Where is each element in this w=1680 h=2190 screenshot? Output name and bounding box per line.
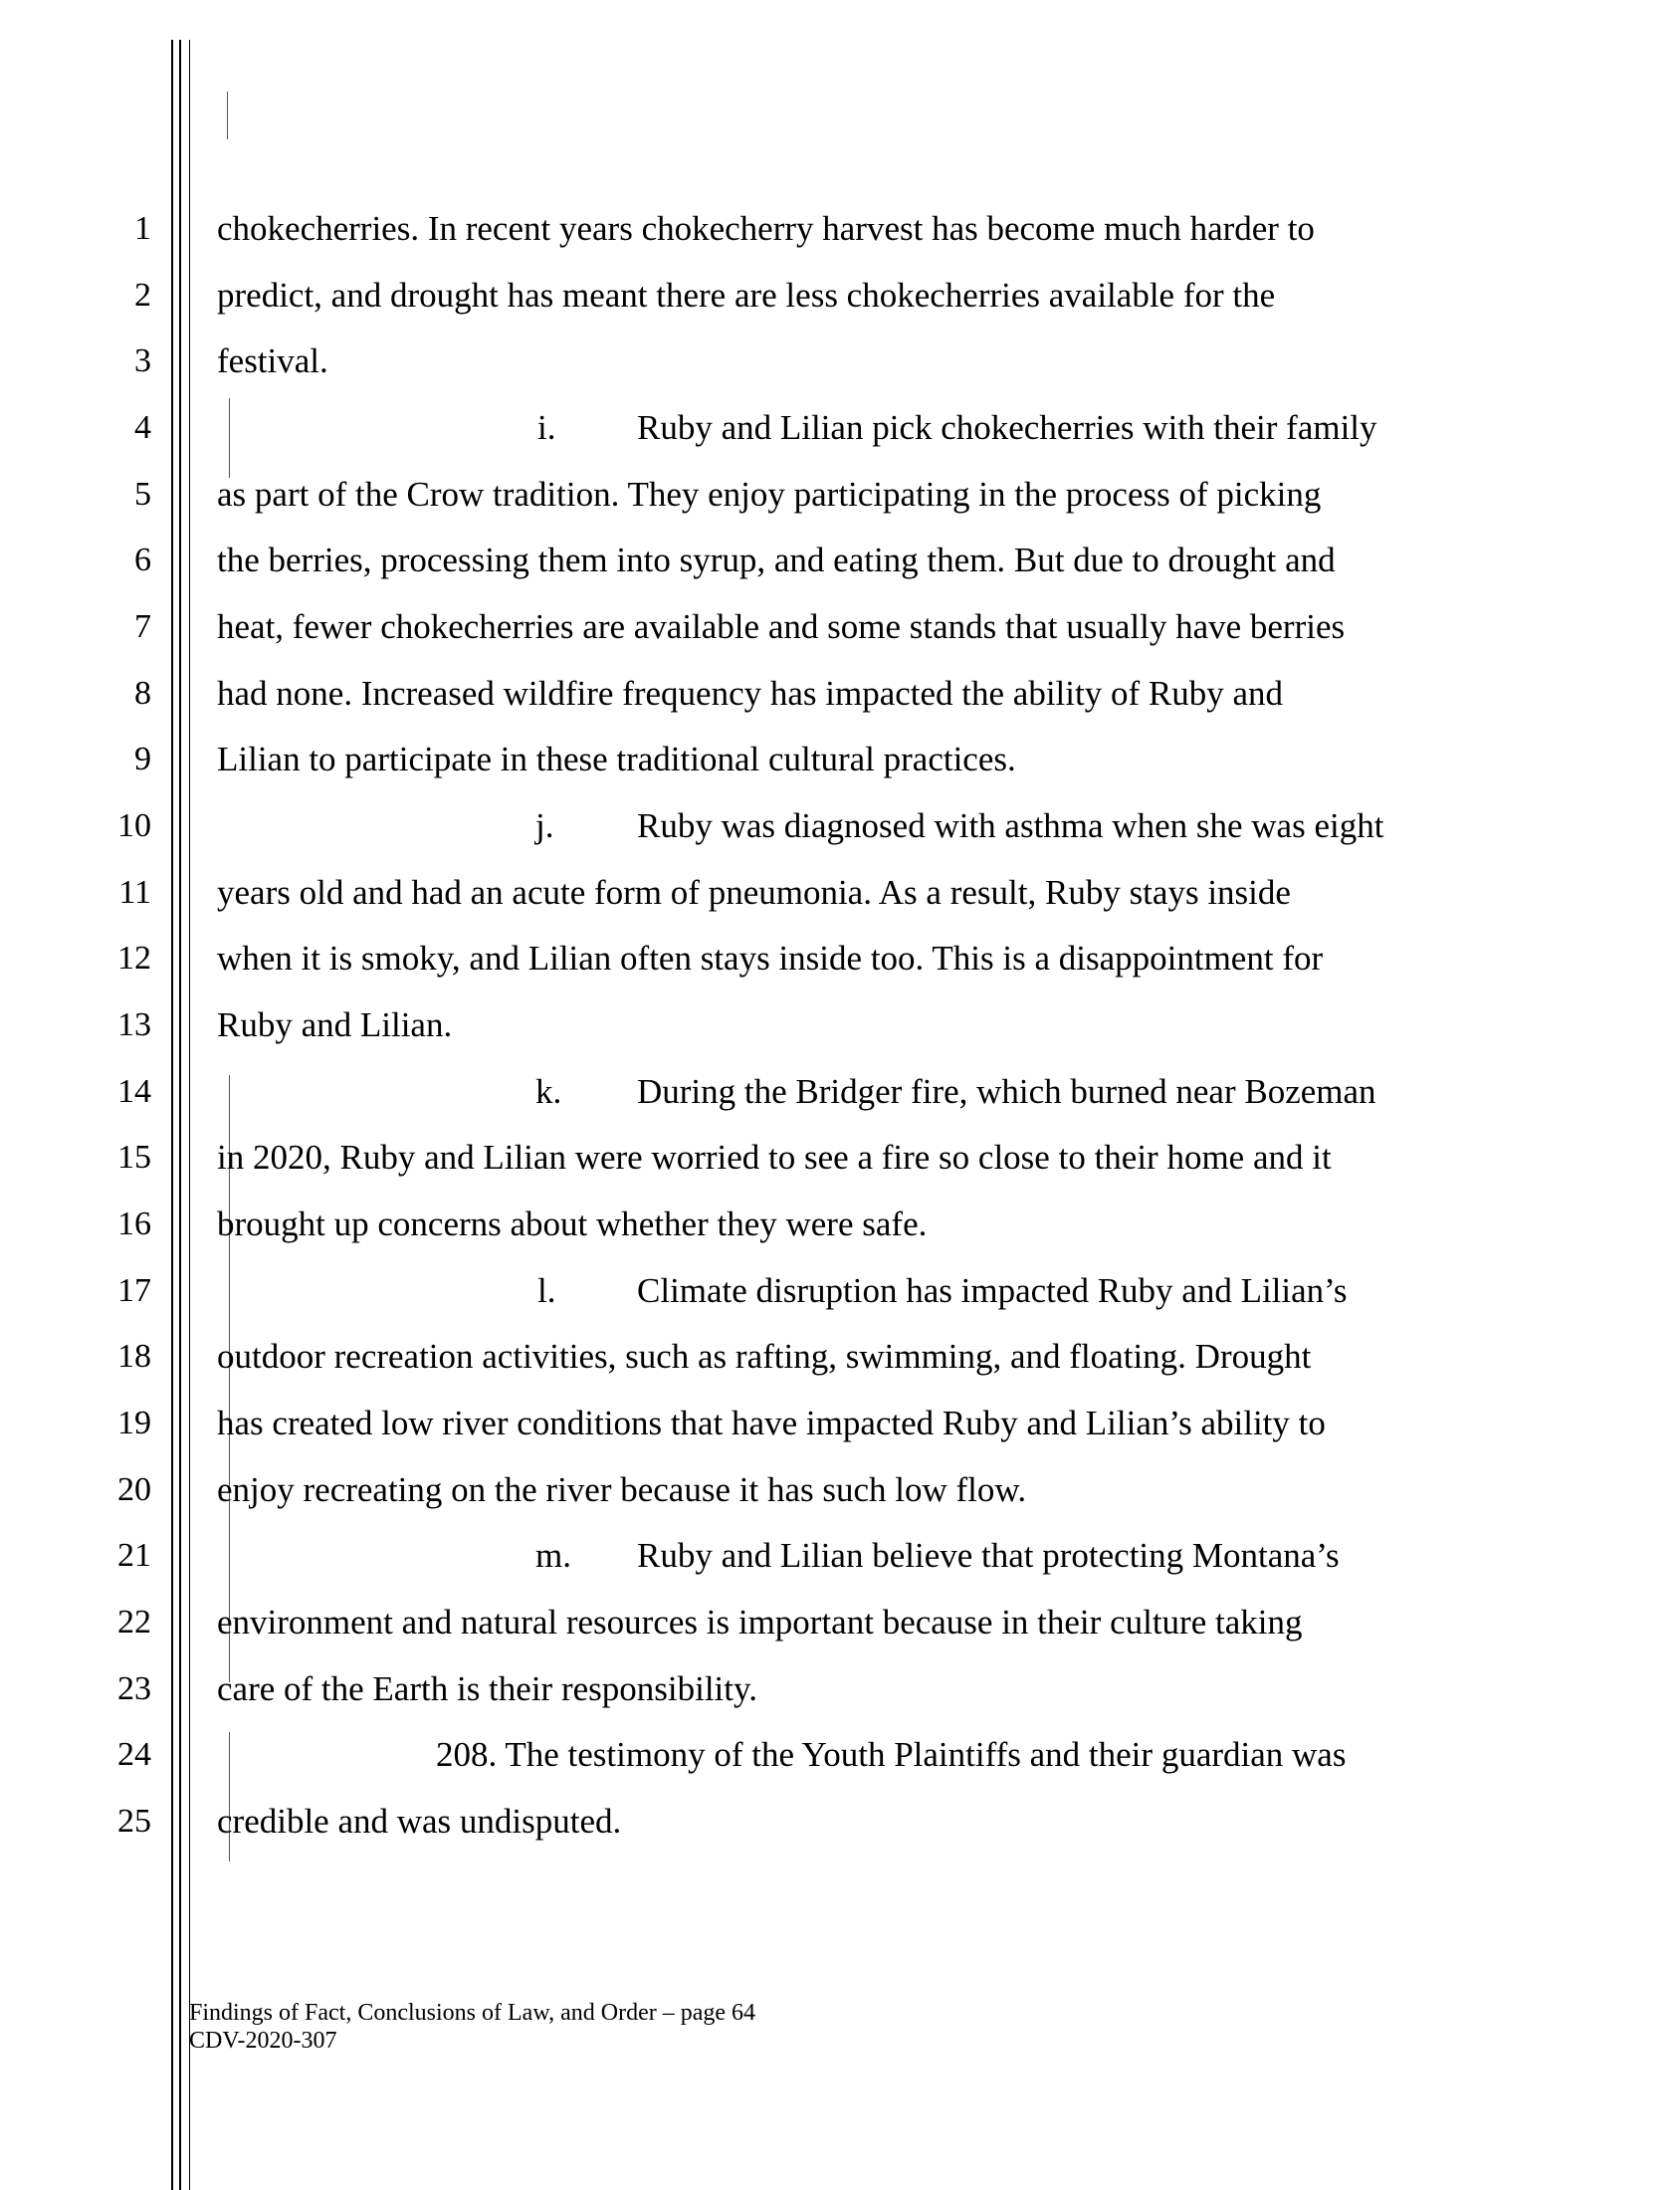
line-number: 17 [117,1272,151,1309]
text-line: outdoor recreation activities, such as rafting, swimming, and floating. Drought [217,1337,1312,1376]
line-number: 4 [134,409,151,446]
line-number: 12 [117,940,151,977]
text-line: heat, fewer chokecherries are available and some stands that usually have berries [217,607,1346,646]
text-line: credible and was undisputed. [217,1802,622,1841]
line-number: 11 [118,874,151,911]
line-number: 18 [117,1338,151,1375]
line-number: 15 [117,1139,151,1176]
text-line: care of the Earth is their responsibility. [217,1669,757,1708]
footer-case-number: CDV-2020-307 [189,2028,337,2054]
scan-mark [229,398,230,478]
text-line: enjoy recreating on the river because it has such low flow. [217,1470,1027,1509]
text-line: During the Bridger fire, which burned near Bozeman [637,1072,1376,1111]
left-margin-rule-double [179,40,181,2190]
subparagraph-label: i. [537,408,556,447]
text-line: Ruby and Lilian pick chokecherries with their family [637,408,1377,447]
text-line: the berries, processing them into syrup, and eating them. But due to drought and [217,541,1336,579]
left-margin-rule [171,40,173,2190]
line-number: 22 [117,1604,151,1641]
scan-mark [227,92,228,139]
line-number: 10 [117,807,151,844]
line-number: 8 [134,675,151,712]
text-line: Ruby was diagnosed with asthma when she was eight [637,806,1384,845]
line-number: 2 [134,277,151,314]
line-number: 5 [134,476,151,513]
line-number: 19 [117,1405,151,1441]
line-number: 9 [134,741,151,777]
line-number: 20 [117,1471,151,1508]
line-number: 7 [134,608,151,645]
text-line: Lilian to participate in these traditional cultural practices. [217,740,1016,778]
page-footer [189,1999,755,2055]
text-line: has created low river conditions that have impacted Ruby and Lilian’s ability to [217,1404,1326,1442]
line-number: 21 [117,1537,151,1574]
text-line: Ruby and Lilian. [217,1005,453,1044]
subparagraph-label: l. [537,1271,556,1310]
line-number: 16 [117,1205,151,1242]
footer-title: Findings of Fact, Conclusions of Law, and Order – page 64 [189,2000,756,2026]
text-line: Ruby and Lilian believe that protecting Montana’s [637,1536,1340,1575]
subparagraph-label: k. [535,1072,562,1111]
text-line: brought up concerns about whether they were safe. [217,1204,928,1243]
text-line: Climate disruption has impacted Ruby and Lilian’s [637,1271,1348,1310]
text-line: years old and had an acute form of pneumonia. As a result, Ruby stays inside [217,873,1291,912]
subparagraph-label: j. [535,806,554,845]
text-line: festival. [217,341,328,380]
line-number: 24 [117,1736,151,1773]
text-line: when it is smoky, and Lilian often stays inside too. This is a disappointment for [217,939,1324,978]
left-margin-rule-thin [189,40,190,2190]
line-number: 14 [117,1073,151,1110]
text-line: 208. The testimony of the Youth Plaintiffs and their guardian was [436,1735,1347,1774]
text-line: environment and natural resources is important because in their culture taking [217,1603,1303,1642]
line-number: 25 [117,1803,151,1840]
subparagraph-label: m. [535,1536,571,1575]
text-line: as part of the Crow tradition. They enjoy participating in the process of picking [217,475,1322,514]
line-number: 3 [134,342,151,379]
text-line: chokecherries. In recent years chokecherry harvest has become much harder to [217,209,1315,248]
text-line: predict, and drought has meant there are less chokecherries available for the [217,276,1276,315]
line-number: 13 [117,1006,151,1043]
text-line: in 2020, Ruby and Lilian were worried to see a fire so close to their home and it [217,1138,1332,1177]
line-number: 23 [117,1670,151,1707]
scan-mark [229,1732,230,1862]
line-number: 1 [134,210,151,247]
text-line: had none. Increased wildfire frequency has impacted the ability of Ruby and [217,674,1284,713]
line-number: 6 [134,542,151,578]
